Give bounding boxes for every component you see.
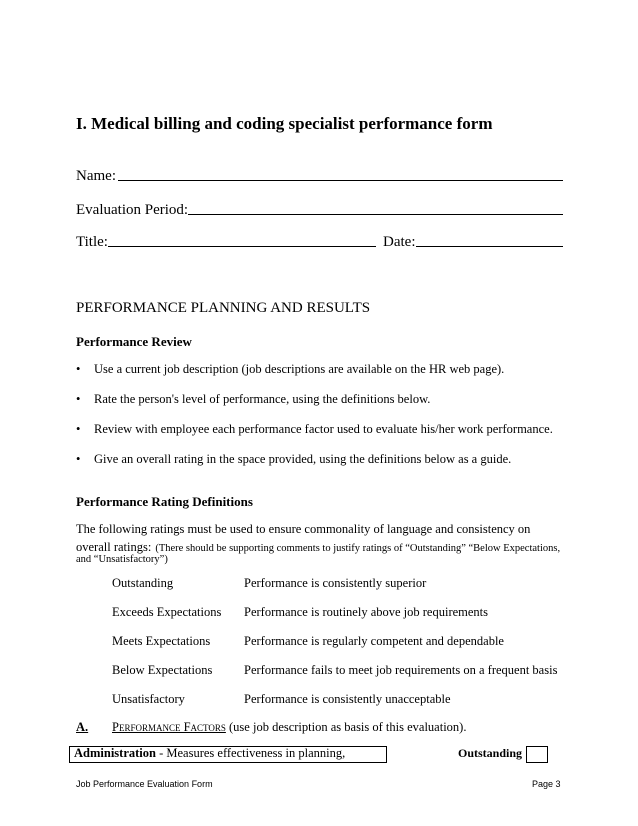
factor-description	[74, 746, 345, 761]
bullet-icon: •	[76, 392, 81, 406]
name-label: Name:	[76, 168, 116, 184]
title-label: Title:	[76, 234, 108, 250]
section-heading: PERFORMANCE PLANNING AND RESULTS	[76, 300, 371, 316]
rating-definition: Performance is consistently unacceptable	[244, 692, 451, 706]
performance-factors-line	[76, 720, 466, 735]
title-line[interactable]	[108, 246, 376, 247]
bullet-text: Give an overall rating in the space provided, using the definitions below as a guide.	[94, 452, 512, 466]
review-bullet	[76, 452, 511, 467]
performance-review-heading: Performance Review	[76, 334, 192, 349]
page-number: Page 3	[532, 779, 561, 789]
rating-name: Meets Expectations	[112, 634, 211, 648]
rating-checkbox[interactable]	[526, 746, 548, 763]
bullet-icon: •	[76, 362, 81, 376]
rating-label: Outstanding	[458, 746, 523, 760]
bullet-icon: •	[76, 422, 81, 436]
factors-letter: A.	[76, 720, 89, 734]
bullet-text: Use a current job description (job descriptions are available on the HR web page).	[94, 362, 505, 376]
factor-text: - Measures effectiveness in planning,	[159, 746, 346, 760]
factor-category: Administration	[74, 746, 156, 760]
factors-heading: Performance Factors	[112, 720, 226, 734]
bullet-text: Rate the person's level of performance, using the definitions below.	[94, 392, 431, 406]
bullet-icon: •	[76, 452, 81, 466]
rating-definition: Performance is consistently superior	[244, 576, 427, 590]
rating-definition: Performance is routinely above job requirements	[244, 605, 489, 619]
rating-name: Unsatisfactory	[112, 692, 185, 706]
name-line[interactable]	[118, 180, 563, 181]
rating-name: Exceeds Expectations	[112, 605, 222, 619]
factors-note: (use job description as basis of this evaluation).	[229, 720, 467, 734]
review-bullet	[76, 362, 504, 377]
date-label: Date:	[383, 234, 416, 250]
page-title: I. Medical billing and coding specialist performance form	[76, 114, 493, 133]
review-bullet	[76, 392, 430, 407]
rating-intro-line1: The following ratings must be used to ensure commonality of language and consistency on	[76, 522, 531, 536]
evaluation-period-label: Evaluation Period:	[76, 202, 189, 218]
rating-definition: Performance fails to meet job requirements on a frequent basis	[244, 663, 558, 677]
rating-name: Outstanding	[112, 576, 174, 590]
rating-definition: Performance is regularly competent and dependable	[244, 634, 504, 648]
footer-form-name: Job Performance Evaluation Form	[76, 779, 213, 789]
bullet-text: Review with employee each performance factor used to evaluate his/her work performance.	[94, 422, 553, 436]
rating-intro-main: overall ratings:	[76, 540, 152, 554]
rating-name: Below Expectations	[112, 663, 213, 677]
rating-definitions-heading: Performance Rating Definitions	[76, 494, 253, 509]
evaluation-period-line[interactable]	[188, 214, 563, 215]
rating-intro-note: (There should be supporting comments to justify ratings of “Outstanding” “Below Expectations,	[155, 543, 561, 554]
review-bullet	[76, 422, 553, 437]
rating-intro-note-cont: and “Unsatisfactory”)	[76, 554, 168, 565]
date-line[interactable]	[416, 246, 563, 247]
